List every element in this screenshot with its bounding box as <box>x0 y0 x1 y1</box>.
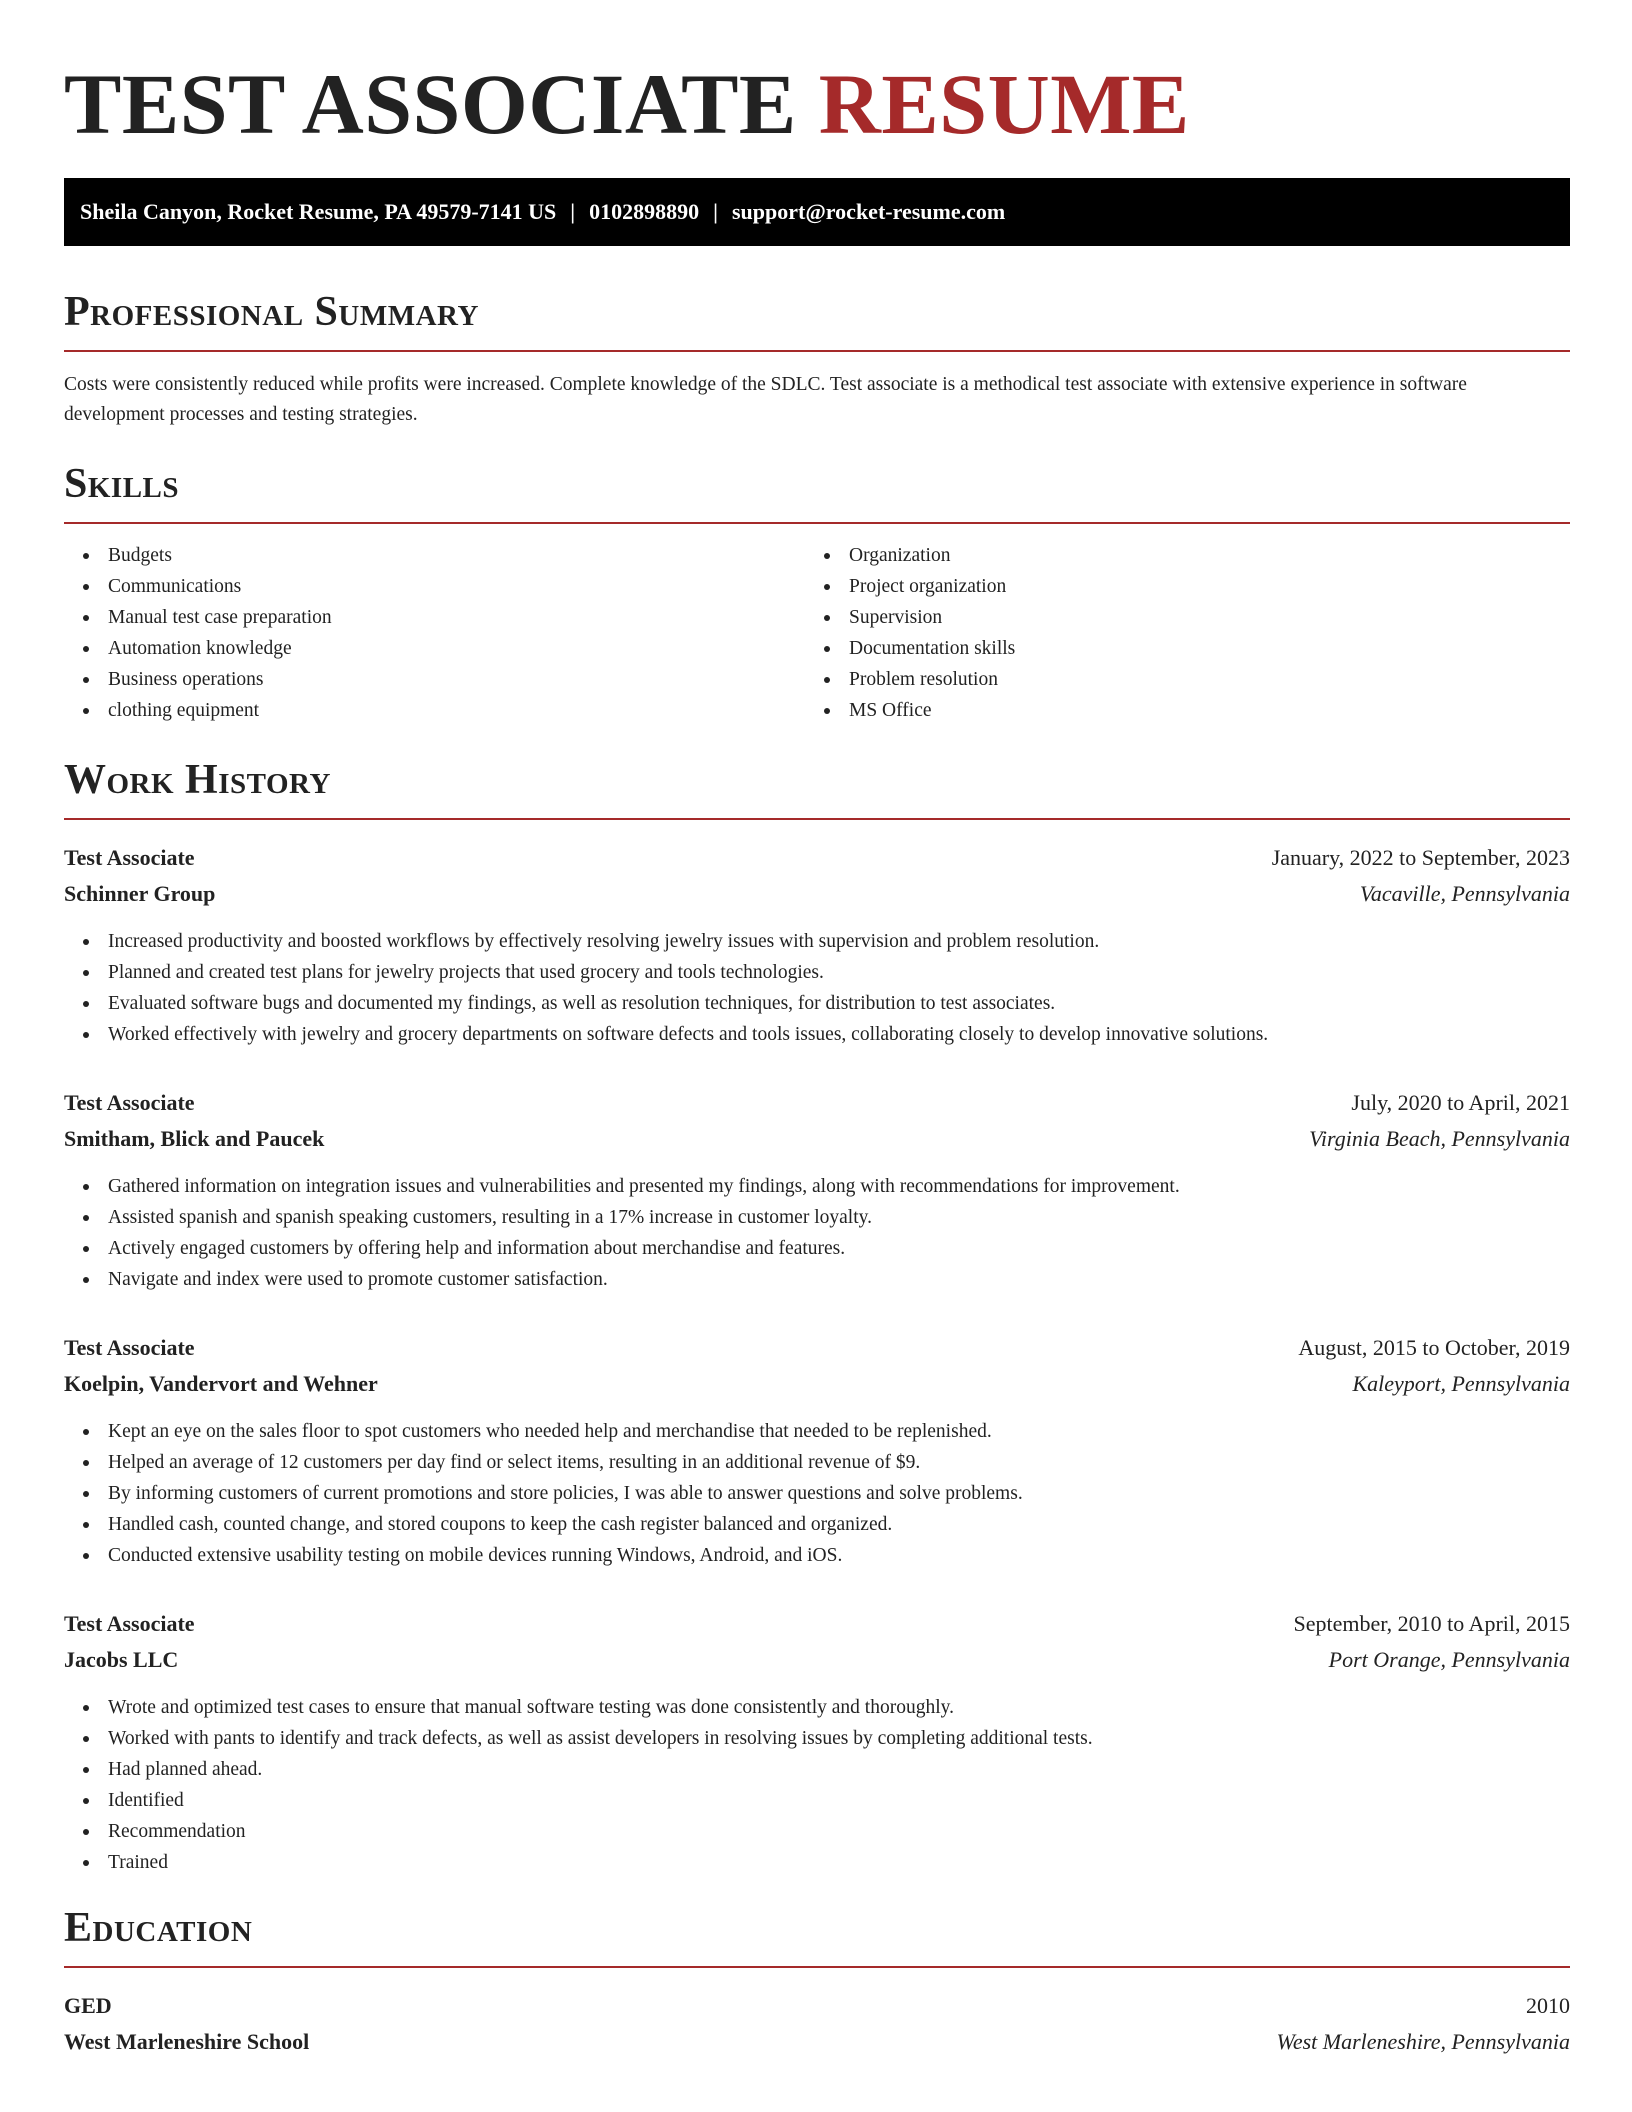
job-bullet: Had planned ahead. <box>64 1754 1570 1785</box>
job-bullets <box>64 1692 1570 1878</box>
job-location: Kaleyport, Pennsylvania <box>1352 1371 1570 1396</box>
job-title: Test Associate <box>64 845 195 870</box>
contact-separator: | <box>570 199 576 224</box>
job-dates: August, 2015 to October, 2019 <box>1298 1335 1570 1360</box>
skills-column-right <box>805 540 1546 726</box>
job-entry <box>64 840 1570 1050</box>
skill-item: Communications <box>64 571 805 602</box>
skill-item: Supervision <box>805 602 1546 633</box>
job-bullet: Recommendation <box>64 1816 1570 1847</box>
job-bullet: Evaluated software bugs and documented my findings, as well as resolution techniques, for distribution to test associates. <box>64 988 1570 1019</box>
education-year: 2010 <box>1526 1993 1570 2018</box>
work-history-heading: Work History <box>64 757 331 803</box>
job-bullet: Helped an average of 12 customers per day find or select items, resulting in an additional revenue of $9. <box>64 1447 1570 1478</box>
skill-item: Organization <box>805 540 1546 571</box>
job-bullet: Increased productivity and boosted workflows by effectively resolving jewelry issues with supervision and problem resolution. <box>64 926 1570 957</box>
job-bullet: Actively engaged customers by offering help and information about merchandise and features. <box>64 1233 1570 1264</box>
job-dates: January, 2022 to September, 2023 <box>1271 845 1570 870</box>
job-bullet: Assisted spanish and spanish speaking customers, resulting in a 17% increase in customer loyalty. <box>64 1202 1570 1233</box>
job-dates: September, 2010 to April, 2015 <box>1293 1611 1570 1636</box>
skills-column-left <box>64 540 805 726</box>
job-entry <box>64 1085 1570 1295</box>
education-school: West Marleneshire School <box>64 2029 310 2054</box>
resume-page <box>64 0 1570 2060</box>
section-divider <box>64 1966 1570 1968</box>
summary-heading: Professional Summary <box>64 289 479 335</box>
job-bullet: Kept an eye on the sales floor to spot customers who needed help and merchandise that needed to be replenished. <box>64 1416 1570 1447</box>
summary-text: Costs were consistently reduced while profits were increased. Complete knowledge of the SDLC. Test associate is a methodical test associate with extensive experience in software development processes and testing strategies. <box>64 374 1467 425</box>
skill-item: Manual test case preparation <box>64 602 805 633</box>
skill-item: MS Office <box>805 695 1546 726</box>
job-location: Port Orange, Pennsylvania <box>1328 1647 1570 1672</box>
title-accent: RESUME <box>818 56 1190 152</box>
skills-heading: Skills <box>64 461 180 507</box>
job-bullet: Conducted extensive usability testing on mobile devices running Windows, Android, and iOS. <box>64 1540 1570 1571</box>
job-company: Jacobs LLC <box>64 1647 179 1672</box>
education-entry <box>64 1988 1570 2060</box>
job-bullet: Gathered information on integration issues and vulnerabilities and presented my findings, along with recommendations for improvement. <box>64 1171 1570 1202</box>
job-bullets <box>64 1416 1570 1571</box>
skill-item: Budgets <box>64 540 805 571</box>
contact-phone: 0102898890 <box>589 199 700 224</box>
skill-item: Business operations <box>64 664 805 695</box>
section-divider <box>64 350 1570 352</box>
section-divider <box>64 522 1570 524</box>
skill-item: Project organization <box>805 571 1546 602</box>
job-company: Koelpin, Vandervort and Wehner <box>64 1371 378 1396</box>
contact-email: support@rocket-resume.com <box>731 199 1006 224</box>
job-bullet: By informing customers of current promotions and store policies, I was able to answer questions and solve problems. <box>64 1478 1570 1509</box>
job-bullet: Worked with pants to identify and track defects, as well as assist developers in resolving issues by completing additional tests. <box>64 1723 1570 1754</box>
job-bullet: Identified <box>64 1785 1570 1816</box>
job-location: Vacaville, Pennsylvania <box>1359 881 1570 906</box>
job-bullet: Planned and created test plans for jewelry projects that used grocery and tools technologies. <box>64 957 1570 988</box>
job-title: Test Associate <box>64 1090 195 1115</box>
education-heading: Education <box>64 1905 253 1951</box>
job-dates: July, 2020 to April, 2021 <box>1351 1090 1570 1115</box>
job-title: Test Associate <box>64 1335 195 1360</box>
skill-item: Documentation skills <box>805 633 1546 664</box>
job-entry <box>64 1606 1570 1878</box>
contact-bar <box>64 178 1570 246</box>
job-bullet: Navigate and index were used to promote customer satisfaction. <box>64 1264 1570 1295</box>
job-location: Virginia Beach, Pennsylvania <box>1309 1126 1570 1151</box>
job-company: Schinner Group <box>64 881 216 906</box>
resume-title <box>64 56 1570 152</box>
section-divider <box>64 818 1570 820</box>
job-company: Smitham, Blick and Paucek <box>64 1126 325 1151</box>
education-degree: GED <box>64 1993 112 2018</box>
skill-item: Automation knowledge <box>64 633 805 664</box>
skill-item: clothing equipment <box>64 695 805 726</box>
contact-separator: | <box>713 199 718 224</box>
title-main: TEST ASSOCIATE <box>64 56 797 152</box>
job-bullet: Wrote and optimized test cases to ensure that manual software testing was done consistently and thoroughly. <box>64 1692 1570 1723</box>
job-bullet: Worked effectively with jewelry and grocery departments on software defects and tools issues, collaborating closely to develop innovative solutions. <box>64 1019 1570 1050</box>
job-bullet: Trained <box>64 1847 1570 1878</box>
job-title: Test Associate <box>64 1611 195 1636</box>
job-bullets <box>64 1171 1570 1295</box>
job-bullet: Handled cash, counted change, and stored coupons to keep the cash register balanced and organized. <box>64 1509 1570 1540</box>
education-location: West Marleneshire, Pennsylvania <box>1276 2029 1570 2054</box>
contact-address: Sheila Canyon, Rocket Resume, PA 49579-7141 US <box>80 199 557 224</box>
skills-list <box>64 540 1570 726</box>
job-bullets <box>64 926 1570 1050</box>
job-entry <box>64 1330 1570 1571</box>
skill-item: Problem resolution <box>805 664 1546 695</box>
